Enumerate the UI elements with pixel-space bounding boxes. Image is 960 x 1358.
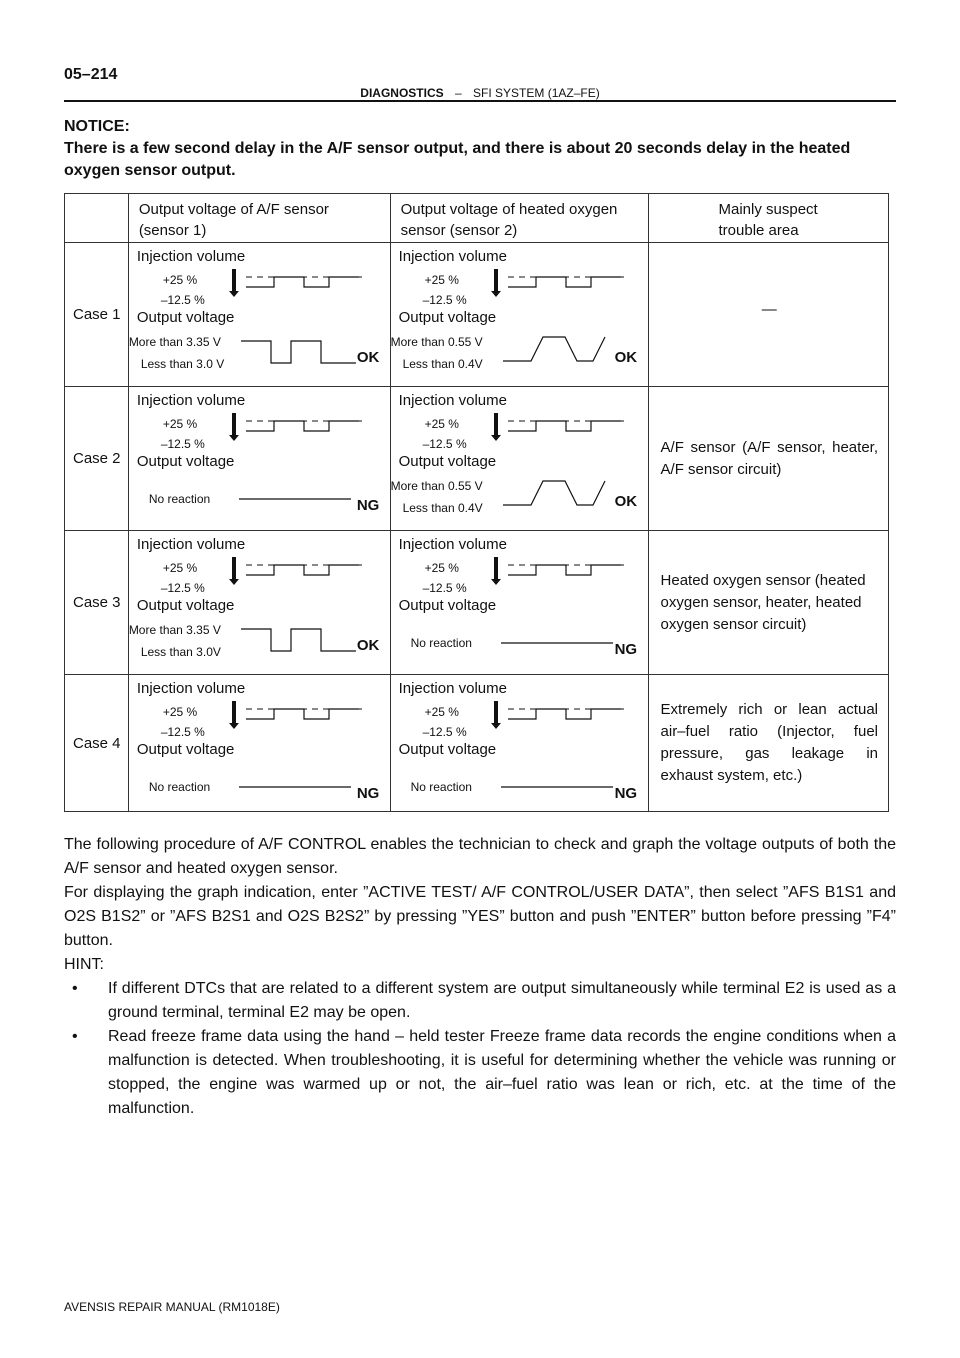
o2-signal-cell [390,387,648,531]
low-voltage-label: Less than 3.0 V [140,357,225,371]
page-number: 05–214 [64,66,118,83]
hint-title: HINT: [64,956,104,973]
body-text [64,833,896,1121]
low-voltage-label: Less than 0.4V [402,501,483,515]
suspect-area: Extremely rich or lean actual air–fuel ratio (Injector, fuel pressure, gas leakage in exhaust system, etc.) [648,675,888,812]
high-voltage-label: More than 3.35 V [128,335,221,349]
high-voltage-label: More than 3.35 V [128,623,221,637]
bullet-text: If different DTCs that are related to a different system are output simultaneously while terminal E2 is used as a ground terminal, terminal E2 may be open. [108,980,896,1021]
flat-output-line [239,495,369,505]
o2-signal-cell [390,243,648,387]
notice-text: There is a few second delay in the A/F sensor output, and there is about 20 seconds delay in the heated oxygen sensor output. [64,140,851,179]
notice [64,116,896,182]
af-signal-cell [128,675,390,812]
header-empty [65,194,129,243]
plus-25-label: +25 % [162,561,198,575]
result-badge: NG [614,785,638,802]
notice-title: NOTICE: [64,118,130,135]
diagnosis-table [64,193,889,812]
plus-25-label: +25 % [162,705,198,719]
injection-waveform [486,693,646,733]
minus-12-5-label: –12.5 % [422,581,467,595]
high-voltage-label: More than 0.55 V [390,479,483,493]
case-row-2 [65,387,889,531]
case-label: Case 2 [65,387,129,531]
injection-volume-label: Injection volume [398,680,507,697]
output-voltage-label: Output voltage [398,741,497,758]
plus-25-label: +25 % [424,705,459,719]
plus-25-label: +25 % [424,273,459,287]
o2-signal-cell [390,675,648,812]
case-row-3 [65,531,889,675]
suspect-area: A/F sensor (A/F sensor, heater, A/F sensor circuit) [648,387,888,531]
footer: AVENSIS REPAIR MANUAL (RM1018E) [64,1300,280,1314]
low-voltage-label: Less than 3.0V [140,645,221,659]
injection-waveform [486,261,646,301]
output-waveform [503,333,633,373]
injection-volume-label: Injection volume [136,392,246,409]
output-voltage-label: Output voltage [136,453,235,470]
header-suspect: Mainly suspect trouble area [648,194,888,243]
result-badge: NG [356,785,380,802]
bullet-dot: • [72,980,78,997]
output-waveform [503,477,633,517]
output-voltage-label: Output voltage [398,453,497,470]
header-separator: – [454,86,462,100]
injection-volume-label: Injection volume [398,248,507,265]
hint-bullet-2 [64,1025,896,1121]
suspect-area: Heated oxygen sensor (heated oxygen sensor, heater, heated oxygen sensor circuit) [648,531,888,675]
af-signal-cell [128,387,390,531]
minus-12-5-label: –12.5 % [160,437,205,451]
result-badge: OK [356,637,380,654]
plus-25-label: +25 % [424,561,459,575]
flat-output-line [239,783,369,793]
result-badge: NG [356,497,380,514]
output-voltage-label: Output voltage [136,309,235,326]
injection-waveform [224,693,384,733]
injection-volume-label: Injection volume [136,248,246,265]
case-label: Case 1 [65,243,129,387]
no-reaction-label: No reaction [410,636,472,650]
header-rule [64,100,896,102]
case-row-1 [65,243,889,387]
injection-volume-label: Injection volume [398,536,507,553]
minus-12-5-label: –12.5 % [160,293,205,307]
header-title [0,86,960,100]
minus-12-5-label: –12.5 % [422,437,467,451]
bullet-dot: • [72,1028,78,1045]
case-row-4 [65,675,889,812]
injection-volume-label: Injection volume [136,680,246,697]
high-voltage-label: More than 0.55 V [390,335,483,349]
result-badge: OK [614,493,638,510]
plus-25-label: +25 % [424,417,459,431]
af-signal-cell [128,531,390,675]
output-waveform [241,333,371,373]
plus-25-label: +25 % [162,273,198,287]
table-header-row [65,194,889,243]
result-badge: OK [356,349,380,366]
minus-12-5-label: –12.5 % [422,293,467,307]
minus-12-5-label: –12.5 % [160,581,205,595]
af-signal-cell [128,243,390,387]
suspect-area: — [648,243,888,387]
injection-waveform [486,405,646,445]
low-voltage-label: Less than 0.4V [402,357,483,371]
result-badge: NG [614,641,638,658]
hint-bullet-1 [64,977,896,1025]
flat-output-line [501,783,631,793]
plus-25-label: +25 % [162,417,198,431]
no-reaction-label: No reaction [148,492,211,506]
no-reaction-label: No reaction [148,780,211,794]
injection-waveform [224,405,384,445]
paragraph-graph-indication: For displaying the graph indication, enter ”ACTIVE TEST/ A/F CONTROL/USER DATA”, then select ”AFS B1S1 and O2S B1S2” or ”AFS B2S1 and O2S B2S2” by pressing ”YES” button and push ”ENTER” button before pressing ”F4” button. [64,884,896,949]
output-voltage-label: Output voltage [136,741,235,758]
injection-waveform [224,549,384,589]
flat-output-line [501,639,631,649]
output-voltage-label: Output voltage [398,597,497,614]
o2-signal-cell [390,531,648,675]
injection-waveform [486,549,646,589]
minus-12-5-label: –12.5 % [422,725,467,739]
no-reaction-label: No reaction [410,780,472,794]
bullet-text: Read freeze frame data using the hand – held tester Freeze frame data records the engine conditions when a malfunction is detected. When troubleshooting, it is useful for determining whether the vehicle was running or stopped, the engine was warmed up or not, the air–fuel ratio was lean or rich, etc. at the time of the malfunction. [108,1028,896,1117]
output-voltage-label: Output voltage [136,597,235,614]
injection-volume-label: Injection volume [398,392,507,409]
injection-volume-label: Injection volume [136,536,246,553]
result-badge: OK [614,349,638,366]
header-o2: Output voltage of heated oxygen sensor (sensor 2) [390,194,648,243]
minus-12-5-label: –12.5 % [160,725,205,739]
injection-waveform [224,261,384,301]
output-waveform [241,621,371,661]
case-label: Case 4 [65,675,129,812]
case-label: Case 3 [65,531,129,675]
output-voltage-label: Output voltage [398,309,497,326]
paragraph-af-control: The following procedure of A/F CONTROL enables the technician to check and graph the voltage outputs of both the A/F sensor and heated oxygen sensor. [64,836,896,877]
header-system: SFI SYSTEM (1AZ–FE) [473,86,600,100]
header-af: Output voltage of A/F sensor (sensor 1) [128,194,390,243]
header-section: DIAGNOSTICS [360,86,444,100]
